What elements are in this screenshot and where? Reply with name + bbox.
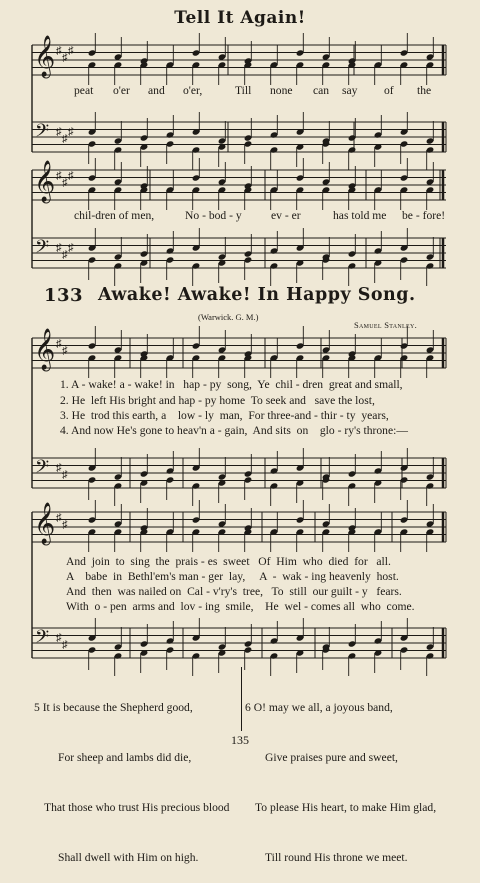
lyric-word: No - bod - y [185,209,242,222]
sharp-icon: ♯ [56,632,62,644]
stanza-line: Give praises pure and sweet, [265,750,398,764]
treble-clef-icon: 𝄞 [34,161,56,202]
sharp-icon: ♯ [62,133,68,145]
stanza-line: 6 O! may we all, a joyous band, [245,701,393,715]
lyric-word: o'er, [183,84,203,97]
lyric-word: ev - er [271,209,301,222]
treble-clef-icon: 𝄞 [34,36,56,77]
stanza-divider [241,667,242,731]
hymn-title: Awake! Awake! In Happy Song. [98,285,416,305]
bass-clef-icon: 𝄢 [35,237,50,262]
stanza-line: Shall dwell with Him on high. [58,850,199,864]
lyric-word: none [270,84,293,97]
treble-clef-icon: 𝄞 [34,329,56,370]
verse-line: 1. A - wake! a - wake! in hap - py song, Ye chil - dren great and small, [60,378,403,391]
verse-line: And then was nailed on Cal - v'ry's tree, To still our guilt - y fears. [66,585,402,598]
verse-line: With o - pen arms and lov - ing smile, He wel - comes all who come. [66,600,415,613]
sharp-icon: ♯ [62,469,68,481]
lyric-word: chil-dren of men, [74,209,155,222]
sharp-icon: ♯ [62,52,68,64]
sharp-icon: ♯ [56,512,62,524]
verse-line: 2. He left His bright and hap - py home To seek and save the lost, [60,394,375,407]
lyric-word: and [148,84,165,97]
lyric-word: peat [74,84,94,97]
stanza-line: 5 It is because the Shepherd good, [34,701,193,715]
lyric-word: can [313,84,330,97]
lyric-word: of [384,84,394,97]
stanza-line: That those who trust His precious blood [44,800,230,814]
sharp-icon: ♯ [62,177,68,189]
stanza-6 [245,667,436,883]
sharp-icon: ♯ [56,170,62,182]
sharp-icon: ♯ [56,338,62,350]
sharp-icon: ♯ [68,242,74,254]
stanza-line: Till round His throne we meet. [265,850,408,864]
stanza-5 [34,667,229,883]
sharp-icon: ♯ [56,242,62,254]
treble-clef-icon: 𝄞 [34,503,56,544]
sharp-icon: ♯ [68,126,74,138]
sharp-icon: ♯ [56,126,62,138]
sharp-icon: ♯ [56,45,62,57]
bass-clef-icon: 𝄢 [35,627,50,652]
stanza-line: To please His heart, to make Him glad, [255,800,437,814]
lyric-word: the [417,84,432,97]
lyric-word: be - fore! [402,209,446,222]
verse-line: A babe in Bethl'em's man - ger lay, A - wak - ing heavenly host. [66,570,399,583]
bass-clef-icon: 𝄢 [35,121,50,146]
lyric-word: has told me [333,209,387,222]
verse-line: 4. And now He's gone to heav'n a - gain, And sits on glo - ry's throne:— [60,424,408,437]
prev-hymn-title: Tell It Again! [174,8,306,28]
sharp-icon: ♯ [62,519,68,531]
sharp-icon: ♯ [62,639,68,651]
lyric-word: say [342,84,358,97]
page-number: 135 [231,733,249,747]
verse-line: And join to sing the prais - es sweet Of Him who died for all. [66,555,391,568]
sharp-icon: ♯ [62,249,68,261]
tune-name: (Warwick. G. M.) [198,312,259,322]
sharp-icon: ♯ [62,345,68,357]
author-credit: Samuel Stanley. [354,320,418,330]
lyric-word: Till [235,84,252,97]
sharp-icon: ♯ [56,462,62,474]
stanza-line: For sheep and lambs did die, [58,750,192,764]
sharp-icon: ♯ [68,45,74,57]
verse-line: 3. He trod this earth, a low - ly man, For three-and - thir - ty years, [60,409,389,422]
hymn-number: 133 [44,285,84,306]
lyric-word: o'er [113,84,130,97]
bass-clef-icon: 𝄢 [35,457,50,482]
sharp-icon: ♯ [68,170,74,182]
